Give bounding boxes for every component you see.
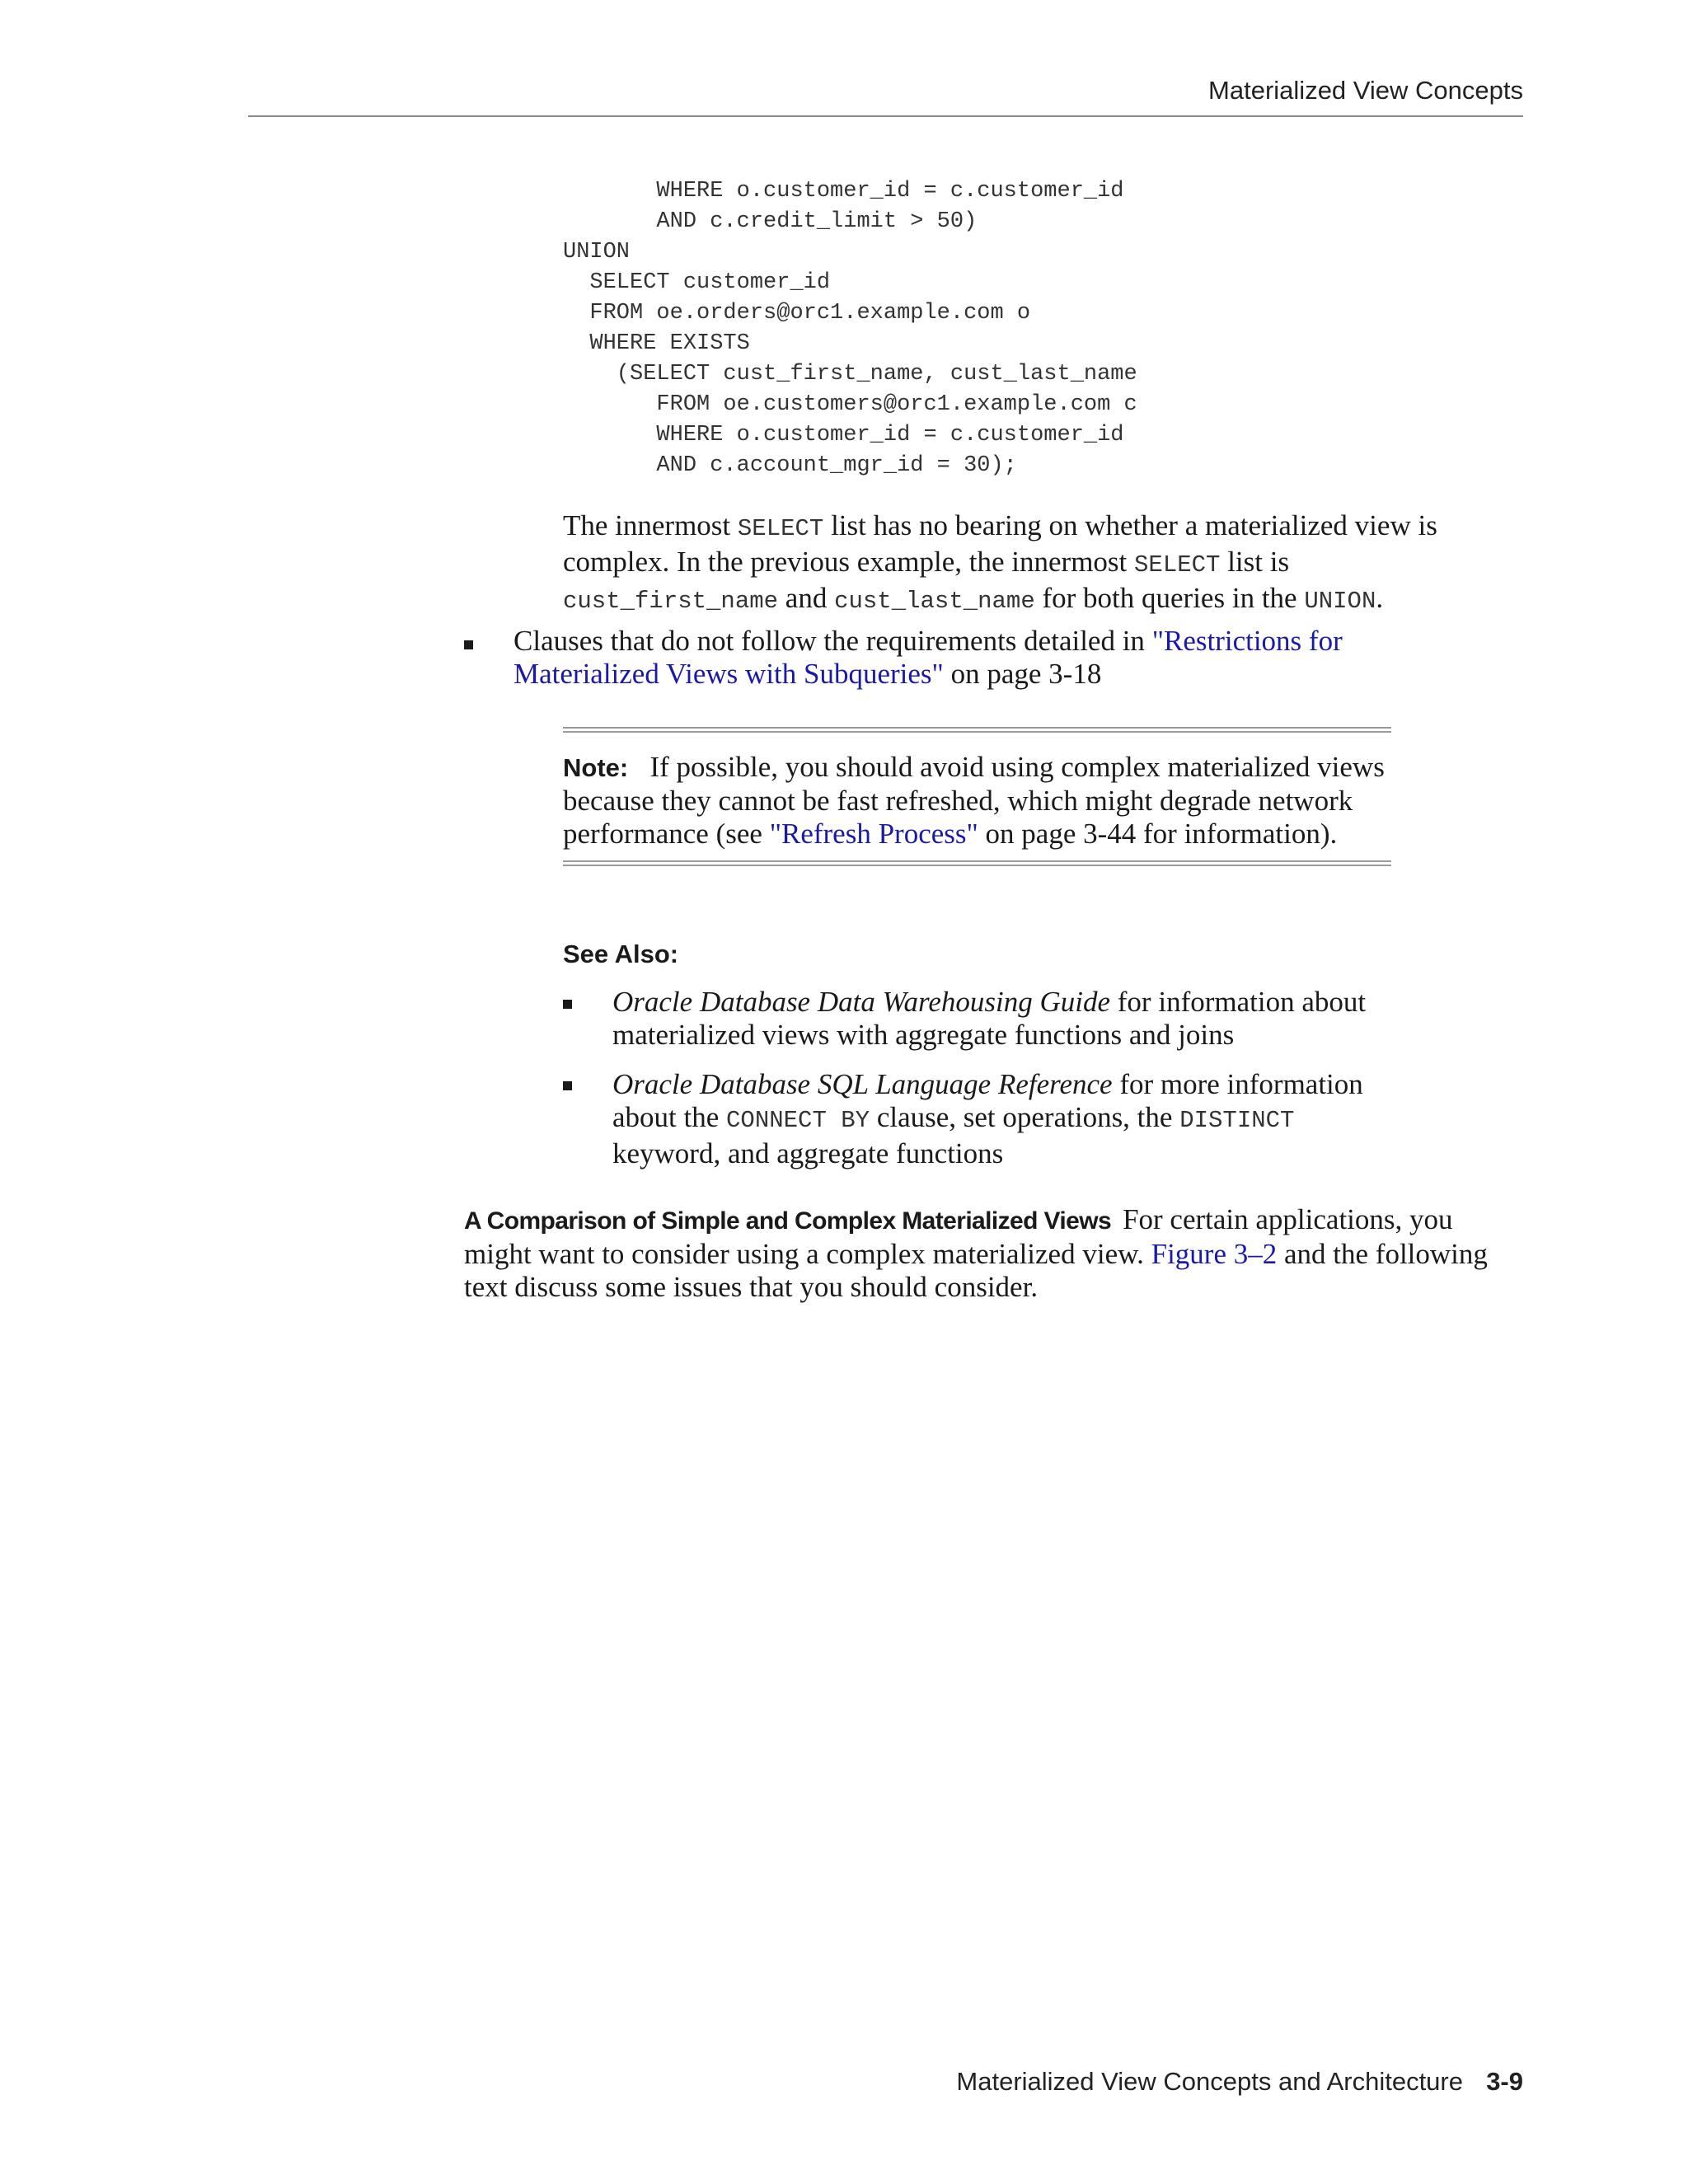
code-line: WHERE EXISTS	[563, 331, 750, 356]
note-text	[563, 751, 1391, 851]
footer-title: Materialized View Concepts and Architecture	[956, 2067, 1463, 2096]
book-title[interactable]: Oracle Database Data Warehousing Guide	[612, 986, 1111, 1018]
comparison-heading: A Comparison of Simple and Complex Materialized Views	[464, 1207, 1112, 1235]
code-line: WHERE o.customer_id = c.customer_id	[563, 423, 1124, 448]
page-number: 3-9	[1486, 2067, 1523, 2096]
code-distinct: DISTINCT	[1179, 1107, 1295, 1134]
text: for information about materialized views with aggregate functions and joins	[612, 986, 1367, 1051]
innermost-select-paragraph	[563, 509, 1511, 618]
code-select: SELECT	[737, 515, 824, 542]
text: on page 3-44 for information).	[978, 818, 1338, 850]
note-label: Note:	[563, 753, 629, 782]
code-line: AND c.credit_limit > 50)	[563, 209, 978, 234]
text: For certain applications, you might want to consider using a complex materialized view.	[464, 1203, 1453, 1270]
code-line: AND c.account_mgr_id = 30);	[563, 453, 1017, 478]
note-top-rule	[563, 727, 1391, 733]
note-box	[563, 727, 1391, 866]
comparison-paragraph	[464, 1203, 1523, 1304]
code-union: UNION	[1304, 588, 1376, 615]
book-title[interactable]: Oracle Database SQL Language Reference	[612, 1068, 1113, 1100]
refresh-process-link[interactable]: "Refresh Process"	[769, 818, 978, 850]
text: for both queries in the	[1034, 582, 1305, 614]
bullet-icon	[563, 1000, 572, 1009]
text: and	[778, 582, 835, 614]
code-example	[563, 176, 1137, 481]
code-line: FROM oe.orders@orc1.example.com o	[563, 301, 1031, 326]
code-line: WHERE o.customer_id = c.customer_id	[563, 179, 1124, 204]
text: list has no bearing on whether a materialized view is complex. In the previous example, the innermost	[563, 509, 1437, 578]
see-also-heading: See Also:	[563, 940, 679, 968]
text: clause, set operations, the	[870, 1101, 1180, 1133]
code-line: UNION	[563, 240, 631, 265]
text: keyword, and aggregate functions	[612, 1137, 1004, 1169]
clauses-list-item	[513, 625, 1412, 691]
bullet-icon	[563, 1081, 572, 1090]
code-line: (SELECT cust_first_name, cust_last_name	[563, 362, 1137, 387]
code-cust-last-name: cust_last_name	[834, 588, 1035, 615]
text: The innermost	[563, 509, 738, 541]
code-cust-first-name: cust_first_name	[563, 588, 779, 615]
figure-link[interactable]: Figure 3–2	[1151, 1238, 1278, 1270]
text: for more information about the	[612, 1068, 1363, 1133]
code-line: SELECT customer_id	[563, 270, 831, 295]
see-also-item	[612, 986, 1395, 1052]
text: on page 3-18	[943, 658, 1102, 690]
text: Clauses that do not follow the requirements detailed in	[513, 625, 1152, 657]
note-bottom-rule	[563, 860, 1391, 866]
code-select: SELECT	[1134, 551, 1221, 579]
code-line: FROM oe.customers@orc1.example.com c	[563, 392, 1137, 417]
see-also-item	[612, 1068, 1395, 1170]
running-header: Materialized View Concepts	[1208, 76, 1523, 105]
text: .	[1376, 582, 1384, 614]
text: list is	[1220, 546, 1290, 578]
restrictions-link[interactable]: "Restrictions for Materialized Views with Subqueries"	[513, 625, 1343, 690]
text: If possible, you should avoid using complex materialized views because they cannot be fast refreshed, which might degrade network performance (see	[563, 751, 1385, 850]
header-rule	[248, 115, 1523, 117]
bullet-icon	[464, 640, 473, 649]
text: and the following text discuss some issues that you should consider.	[464, 1238, 1488, 1303]
code-connect-by: CONNECT BY	[726, 1107, 870, 1134]
